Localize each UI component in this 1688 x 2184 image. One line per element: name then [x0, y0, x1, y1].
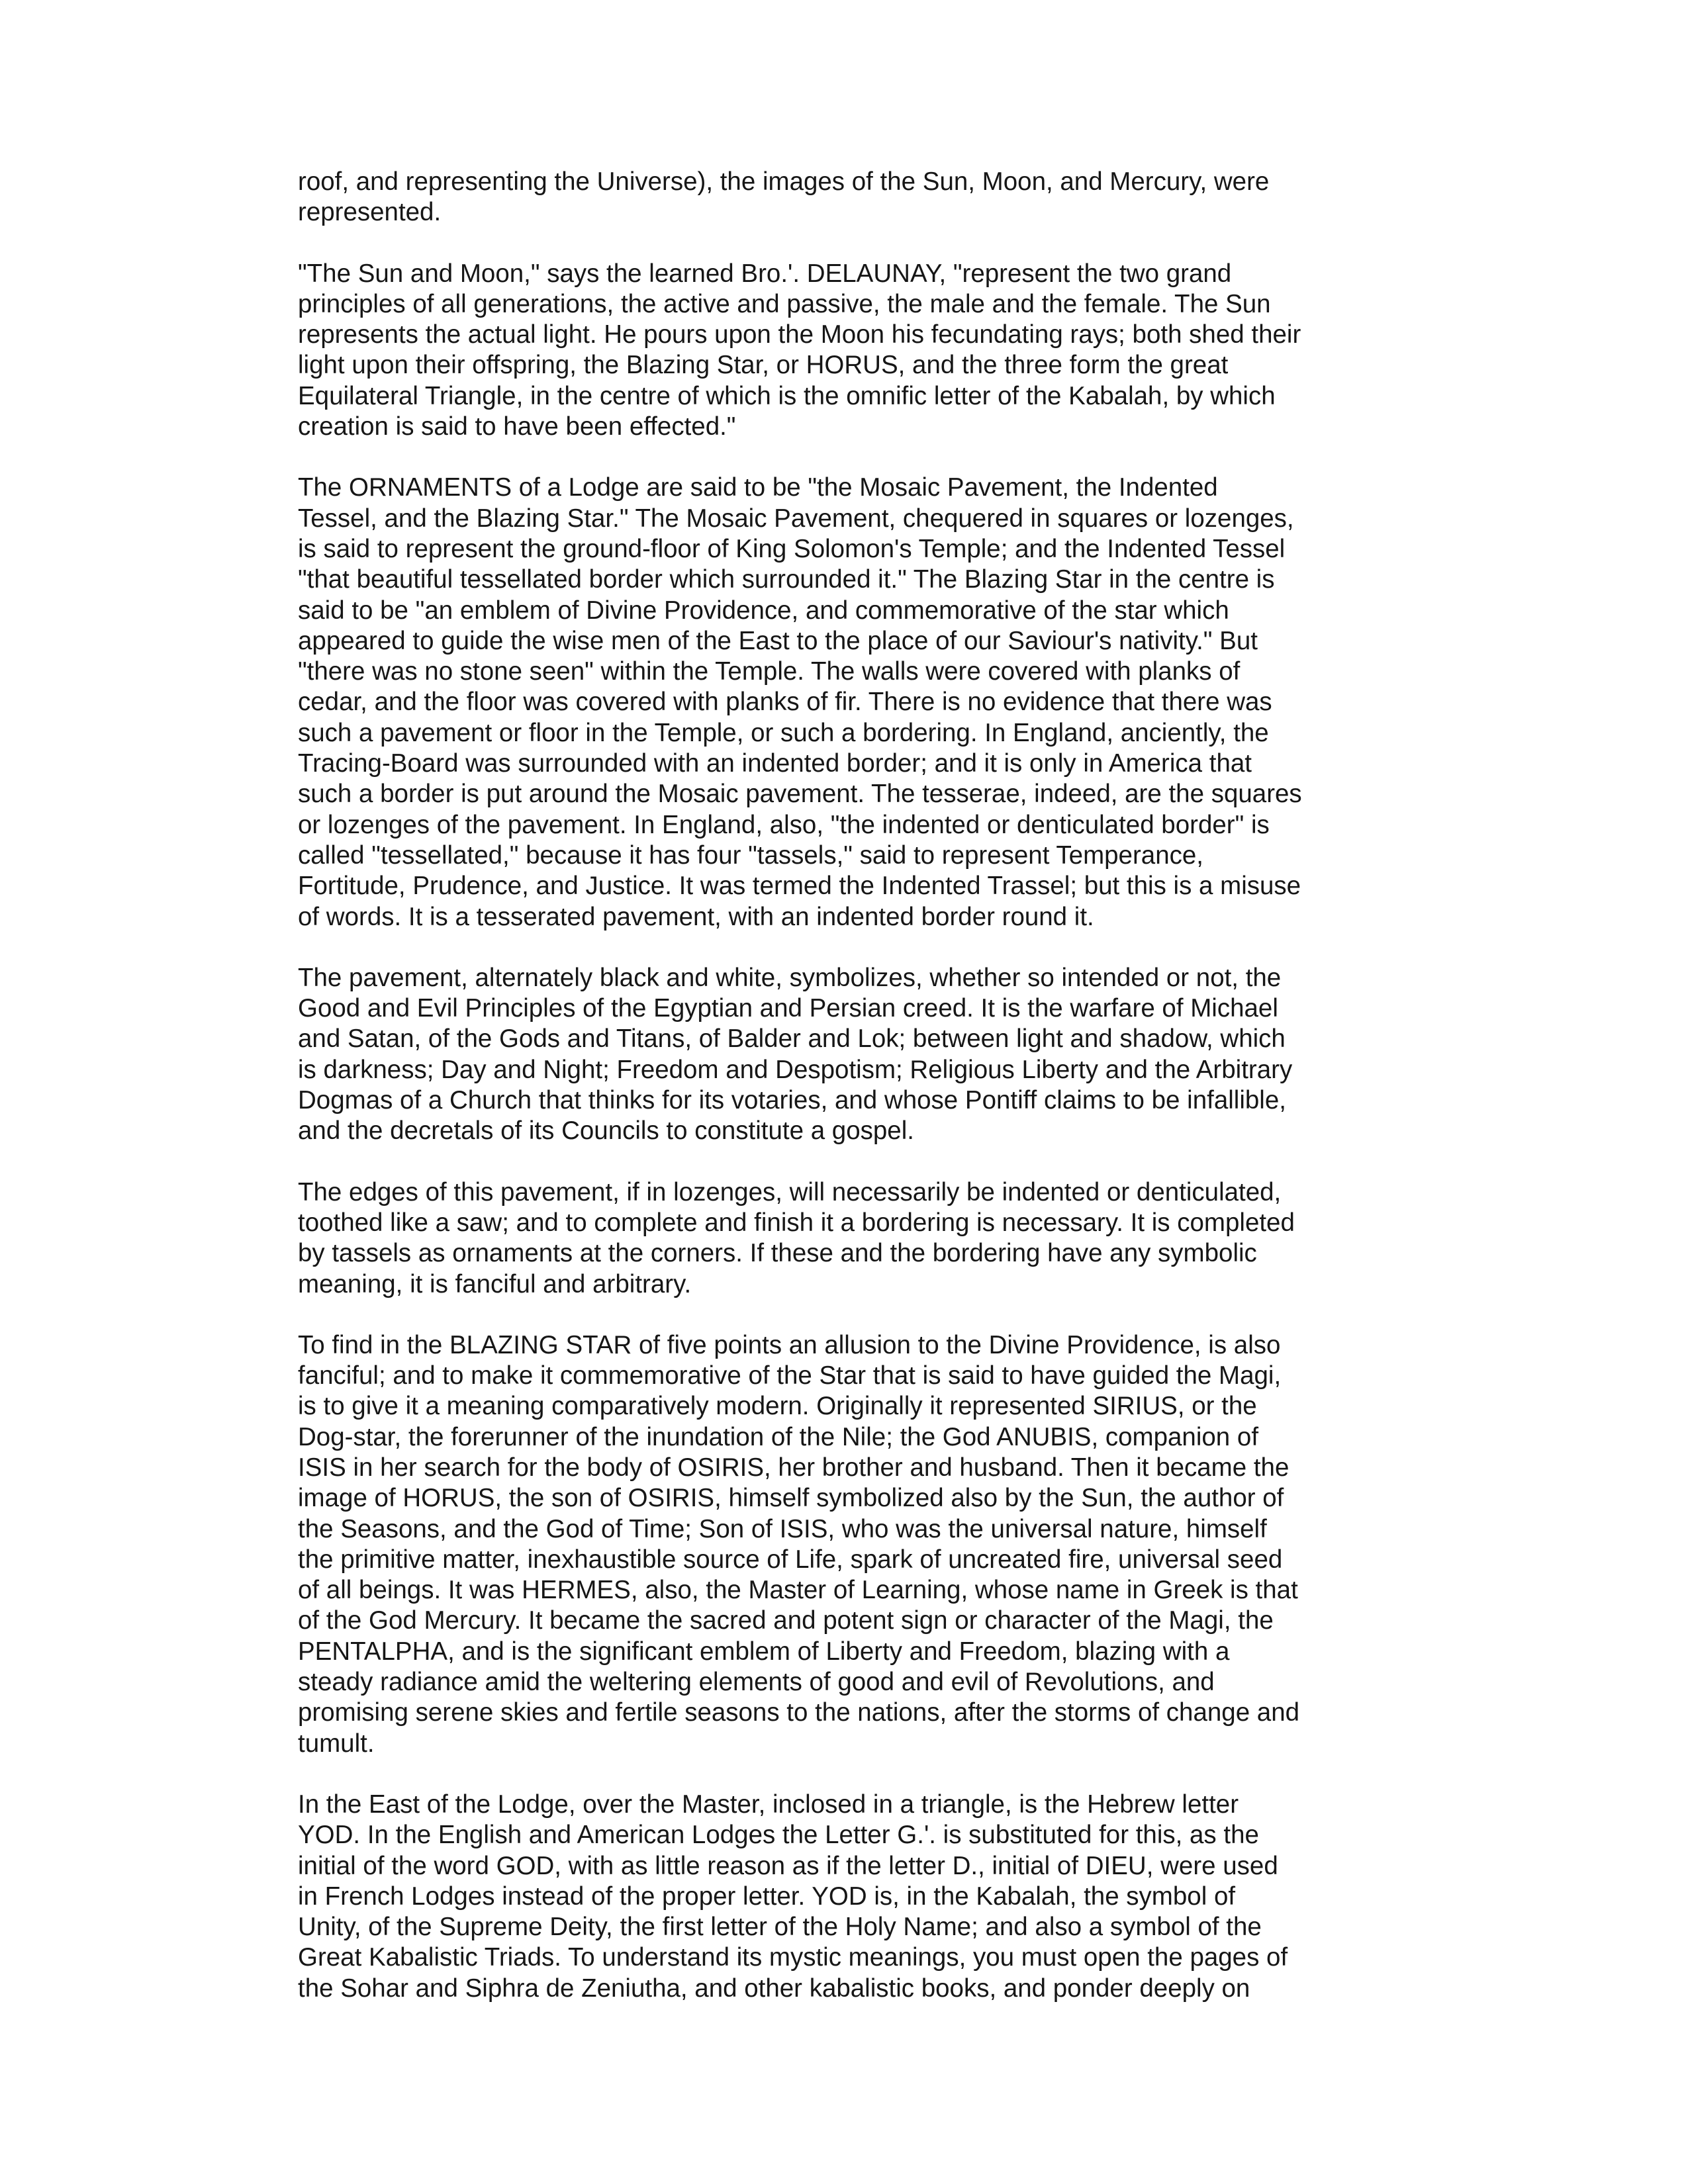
paragraph-yod: In the East of the Lodge, over the Master, inclosed in a triangle, is the Hebrew letter YOD. In the English and American Lodges the Letter G.'. is substituted for this, as the initial of the word GOD, with as little reason as if the letter D., initial of DIEU, were used in French Lodges instead of the proper letter. YOD is, in the Kabalah, the symbol of Unity, of the Supreme Deity, the first letter of the Holy Name; and also a symbol of the Great Kabalistic Triads. To understand its mystic meanings, you must open the pages of the Sohar and Siphra de Zeniutha, and other kabalistic books, and ponder deeply on: [298, 1790, 1288, 2003]
paragraph-blazing-star: To find in the BLAZING STAR of five points an allusion to the Divine Providence, is also fanciful; and to make it commemorative of the Star that is said to have guided the Magi, is to give it a meaning comparatively modern. Originally it represented SIRIUS, or the Dog-star, the forerunner of the inundation of the Nile; the God ANUBIS, companion of ISIS in her search for the body of OSIRIS, her brother and husband. Then it became the image of HORUS, the son of OSIRIS, himself symbolized also by the Sun, the author of the Seasons, and the God of Time; Son of ISIS, who was the universal nature, himself the primitive matter, inexhaustible source of Life, spark of uncreated fire, universal seed of all beings. It was HERMES, also, the Master of Learning, whose name in Greek is that of the God Mercury. It became the sacred and potent sign or character of the Magi, the PENTALPHA, and is the significant emblem of Liberty and Freedom, blazing with a steady radiance amid the weltering elements of good and evil of Revolutions, and promising serene skies and fertile seasons to the nations, after the storms of change and tumult.: [298, 1330, 1300, 1758]
paragraph-pavement-symbolism: The pavement, alternately black and white, symbolizes, whether so intended or not, the Good and Evil Principles of the Egyptian and Persian creed. It is the warfare of Michael and Satan, of the Gods and Titans, of Balder and Lok; between light and shadow, which is darkness; Day and Night; Freedom and Despotism; Religious Liberty and the Arbitrary Dogmas of a Church that thinks for its votaries, and whose Pontiff claims to be infallible, and the decretals of its Councils to constitute a gospel.: [298, 963, 1293, 1146]
paragraph-pavement-edges: The edges of this pavement, if in lozenges, will necessarily be indented or denticulated, toothed like a saw; and to complete and finish it a bordering is necessary. It is completed by tassels as ornaments at the corners. If these and the bordering have any symbolic meaning, it is fanciful and arbitrary.: [298, 1177, 1295, 1298]
paragraph-sun-moon-mercury: roof, and representing the Universe), the images of the Sun, Moon, and Mercury, were represented.: [298, 167, 1270, 227]
paragraph-ornaments: The ORNAMENTS of a Lodge are said to be "the Mosaic Pavement, the Indented Tessel, and the Blazing Star." The Mosaic Pavement, chequered in squares or lozenges, is said to represent the ground-floor of King Solomon's Temple; and the Indented Tessel "that beautiful tessellated border which surrounded it." The Blazing Star in the centre is said to be "an emblem of Divine Providence, and commemorative of the star which appeared to guide the wise men of the East to the place of our Saviour's nativity." But "there was no stone seen" within the Temple. The walls were covered with planks of cedar, and the floor was covered with planks of fir. There is no evidence that there was such a pavement or floor in the Temple, or such a bordering. In England, anciently, the Tracing-Board was surrounded with an indented border; and it is only in America that such a border is put around the Mosaic pavement. The tesserae, indeed, are the squares or lozenges of the pavement. In England, also, "the indented or denticulated border" is called "tessellated," because it has four "tassels," said to represent Temperance, Fortitude, Prudence, and Justice. It was termed the Indented Trassel; but this is a misuse of words. It is a tesserated pavement, with an indented border round it.: [298, 473, 1302, 931]
paragraph-delaunay-quote: "The Sun and Moon," says the learned Bro.'. DELAUNAY, "represent the two grand principles of all generations, the active and passive, the male and the female. The Sun represents the actual light. He pours upon the Moon his fecundating rays; both shed their light upon their offspring, the Blazing Star, or HORUS, and the three form the great Equilateral Triangle, in the centre of which is the omnific letter of the Kabalah, by which creation is said to have been effected.": [298, 259, 1301, 441]
document-page: [298, 167, 1390, 2004]
